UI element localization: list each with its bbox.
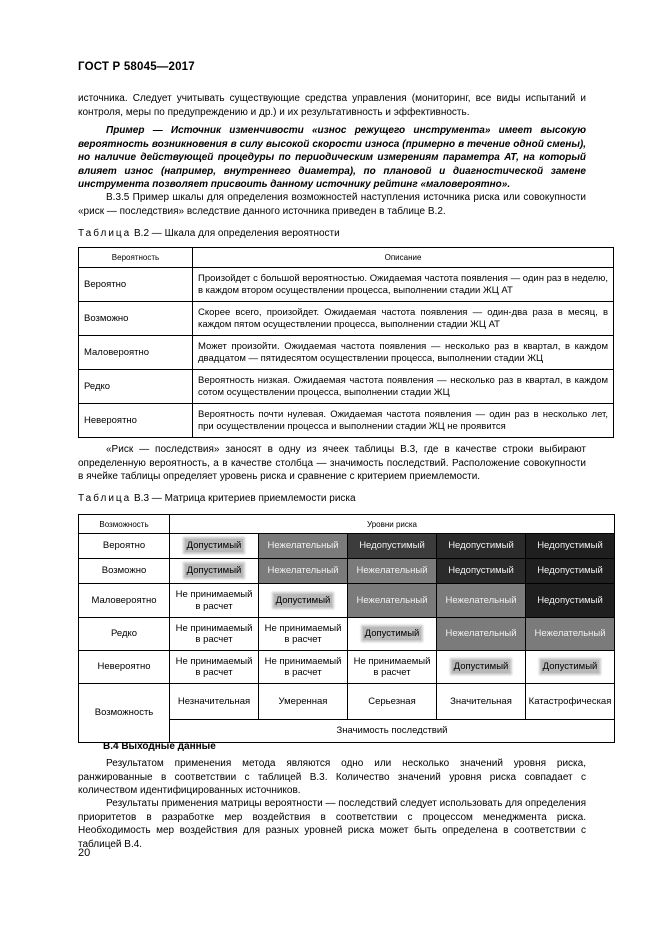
risk-level: Допустимый <box>275 594 331 606</box>
risk-cell: Нежелательный <box>437 584 526 618</box>
risk-cell: Нежелательный <box>437 618 526 651</box>
risk-cell: Не принимаемый в расчет <box>259 618 348 651</box>
table-row <box>79 302 614 336</box>
probability-label: Маловероятно <box>79 584 170 618</box>
probability-level: Маловероятно <box>79 336 193 370</box>
table-row <box>79 336 614 370</box>
table-caption-text: В.2 — Шкала для определения вероятности <box>134 228 340 239</box>
table-b3-risk-matrix <box>78 514 615 743</box>
risk-cell: Нежелательный <box>348 559 437 584</box>
paragraph: Результатом применения метода являются одно или несколько значений уровня риска, ранжированные в соответствии с таблицей В.3. Количество значений уровня риска совпадает с количеством идентифицированных источников. <box>78 758 586 796</box>
risk-cell: Нежелательный <box>526 618 615 651</box>
paragraph: В.3.5 Пример шкалы для определения возможностей наступления источника риска или совокупности «риск — последствия» вследствие данного источника приведен в таблице В.2. <box>78 192 586 217</box>
table-caption-word: Таблица <box>78 493 132 504</box>
risk-cell: Недопустимый <box>437 559 526 584</box>
page-number: 20 <box>78 847 91 859</box>
probability-label: Возможно <box>79 559 170 584</box>
risk-cell: Не принимаемый в расчет <box>348 651 437 684</box>
table-header: Описание <box>193 248 614 268</box>
risk-cell: Нежелательный <box>259 559 348 584</box>
probability-description: Вероятность низкая. Ожидаемая частота появления — несколько раз в квартал, в каждом сотом осуществлении процесса, выполнении стадии ЖЦ <box>193 370 614 404</box>
risk-cell: Недопустимый <box>437 534 526 559</box>
table-header: Возможность <box>79 515 170 534</box>
document-id: ГОСТ Р 58045—2017 <box>78 61 195 73</box>
risk-level: Допустимый <box>542 661 598 673</box>
table-row <box>79 584 615 618</box>
risk-cell: Нежелательный <box>348 584 437 618</box>
table-row <box>79 559 615 584</box>
probability-description: Произойдет с большой вероятностью. Ожидаемая частота появления — один раз в неделю, в каждом втором осуществлении процесса, выполнении стадии ЖЦ АТ <box>193 268 614 302</box>
risk-cell: Недопустимый <box>348 534 437 559</box>
severity-label: Незначительная <box>170 684 259 720</box>
probability-label: Вероятно <box>79 534 170 559</box>
risk-level: Допустимый <box>364 628 420 640</box>
table-row <box>79 618 615 651</box>
example-paragraph: Пример — Источник изменчивости «износ режущего инструмента» имеет высокую вероятность возникновения в силу высокой скорости износа (примерно в течение одной смены), но наличие действующей процедуры по периодическим измерениям параметра АТ, на который влияет износ (например, внутреннего диаметра), по плановой и диагностической замене инструмента позволяет присвоить данному источнику рейтинг «маловероятно». <box>78 125 586 190</box>
risk-level: Допустимый <box>186 565 242 577</box>
probability-description: Вероятность почти нулевая. Ожидаемая частота появления — один раз в несколько лет, при осуществлении процесса и выполнении стадии ЖЦ не проявится <box>193 404 614 438</box>
risk-cell <box>259 584 348 618</box>
table-caption-text: В.3 — Матрица критериев приемлемости риска <box>134 493 356 504</box>
risk-cell: Недопустимый <box>526 559 615 584</box>
severity-label: Значительная <box>437 684 526 720</box>
table-caption-word: Таблица <box>78 228 132 239</box>
table-row <box>79 404 614 438</box>
risk-cell <box>170 559 259 584</box>
table-row <box>79 268 614 302</box>
severity-label: Катастрофическая <box>526 684 615 720</box>
probability-level: Невероятно <box>79 404 193 438</box>
axis-label: Возможность <box>79 684 170 743</box>
probability-label: Невероятно <box>79 651 170 684</box>
risk-cell: Недопустимый <box>526 534 615 559</box>
table-header: Вероятность <box>79 248 193 268</box>
severity-label: Умеренная <box>259 684 348 720</box>
severity-caption: Значимость последствий <box>170 720 615 743</box>
risk-cell: Нежелательный <box>259 534 348 559</box>
risk-cell: Не принимаемый в расчет <box>170 618 259 651</box>
table-row <box>79 534 615 559</box>
table-b2 <box>78 247 614 438</box>
risk-cell <box>348 618 437 651</box>
risk-cell: Не принимаемый в расчет <box>170 584 259 618</box>
probability-level: Вероятно <box>79 268 193 302</box>
probability-label: Редко <box>79 618 170 651</box>
table-row <box>79 651 615 684</box>
risk-level: Допустимый <box>453 661 509 673</box>
risk-cell: Не принимаемый в расчет <box>259 651 348 684</box>
severity-label: Серьезная <box>348 684 437 720</box>
risk-cell: Недопустимый <box>526 584 615 618</box>
risk-level: Допустимый <box>186 540 242 552</box>
risk-cell <box>526 651 615 684</box>
risk-cell: Не принимаемый в расчет <box>170 651 259 684</box>
table-b2-caption <box>78 228 340 239</box>
table-row <box>79 684 615 720</box>
paragraph: источника. Следует учитывать существующие средства управления (мониторинг, все виды испытаний и контроля, меры по предупреждению и др.) и их результативность и эффективность. <box>78 93 586 118</box>
probability-level: Возможно <box>79 302 193 336</box>
table-header: Уровни риска <box>170 515 615 534</box>
probability-description: Может произойти. Ожидаемая частота появления — несколько раз в квартал, в каждом двадцатом — пятидесятом осуществлении процесса, выполнении стадии ЖЦ <box>193 336 614 370</box>
risk-cell <box>170 534 259 559</box>
section-title: В.4 Выходные данные <box>103 741 216 752</box>
table-b3-caption <box>78 493 356 504</box>
paragraph: Результаты применения матрицы вероятности — последствий следует использовать для определения приоритетов в разработке мер воздействия в соответствии с процессом менеджмента риска. Необходимость мер воздействия для разных уровней риска может быть определена в соответствии с таблицей В.4. <box>78 798 586 850</box>
table-row <box>79 370 614 404</box>
probability-description: Скорее всего, произойдет. Ожидаемая частота появления — один-два раза в месяц, в каждом пятом осуществлении процесса, выполнении стадии ЖЦ АТ <box>193 302 614 336</box>
risk-cell <box>437 651 526 684</box>
paragraph: «Риск — последствия» заносят в одну из ячеек таблицы В.3, где в качестве строки выбирают определенную вероятность, а в качестве столбца — значимость последствий. Расположение совокупности в ячейке таблицы определяет уровень риска и сравнение с критерием приемлемости. <box>78 444 586 482</box>
probability-level: Редко <box>79 370 193 404</box>
